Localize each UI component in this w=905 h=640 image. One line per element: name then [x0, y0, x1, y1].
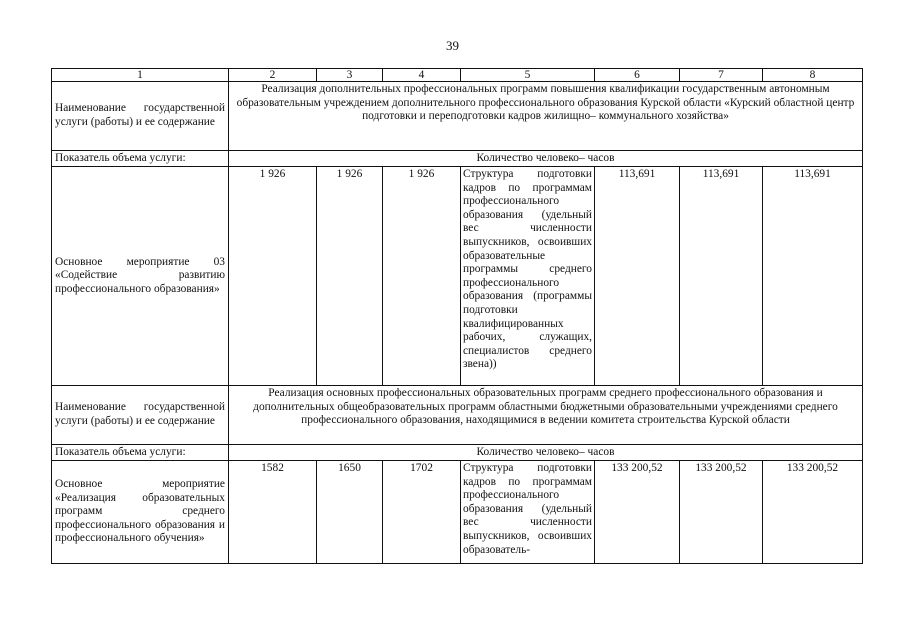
value-col-8: 113,691 [763, 167, 863, 386]
service-name-label: Наименование государственной услуги (работы) и ее содержание [52, 386, 229, 445]
service-name-label: Наименование государственной услуги (работы) и ее содержание [52, 82, 229, 151]
indicator-row [52, 445, 863, 461]
activity-row [52, 461, 863, 564]
value-col-6: 133 200,52 [595, 461, 680, 564]
column-number: 3 [317, 69, 383, 82]
value-col-6: 113,691 [595, 167, 680, 386]
activity-name: Основное мероприятие 03 «Содействие развитию профессионального образования» [52, 167, 229, 386]
indicator-label: Показатель объема услуги: [52, 151, 229, 167]
column-number: 2 [229, 69, 317, 82]
indicator-row [52, 151, 863, 167]
service-name-row [52, 386, 863, 445]
activity-row [52, 167, 863, 386]
column-number: 4 [383, 69, 461, 82]
value-col-4: 1 926 [383, 167, 461, 386]
value-col-4: 1702 [383, 461, 461, 564]
column-number: 8 [763, 69, 863, 82]
service-name-value: Реализация дополнительных профессиональных программ повышения квалификации государственным автономным образовательным учреждением дополнительного профессионального образования Курской области «Курский областной центр подготовки и переподготовки кадров жилищно– коммунального хозяйства» [229, 82, 863, 151]
activity-name: Основное мероприятие «Реализация образовательных программ среднего профессионального образования и профессионального обучения» [52, 461, 229, 564]
indicator-description: Структура подготовки кадров по программам профессионального образования (удельный вес численности выпускников, освоивших образовательные программы среднего профессионального образования (программы подготовки квалифицированных рабочих, служащих, специалистов среднего звена)) [461, 167, 595, 386]
value-col-3: 1650 [317, 461, 383, 564]
value-col-2: 1582 [229, 461, 317, 564]
column-number: 7 [680, 69, 763, 82]
service-name-value: Реализация основных профессиональных образовательных программ среднего профессионального образования и дополнительных общеобразовательных программ областными бюджетными образовательными учреждениями среднего профессионального образования, находящимися в ведении комитета строительства Курской области [229, 386, 863, 445]
page-number: 39 [446, 38, 459, 53]
indicator-value: Количество человеко– часов [229, 445, 863, 461]
program-table [51, 68, 863, 564]
column-number: 1 [52, 69, 229, 82]
value-col-2: 1 926 [229, 167, 317, 386]
column-number: 5 [461, 69, 595, 82]
column-number: 6 [595, 69, 680, 82]
value-col-7: 133 200,52 [680, 461, 763, 564]
indicator-label: Показатель объема услуги: [52, 445, 229, 461]
service-name-row [52, 82, 863, 151]
value-col-7: 113,691 [680, 167, 763, 386]
indicator-value: Количество человеко– часов [229, 151, 863, 167]
column-number-row [52, 69, 863, 82]
value-col-3: 1 926 [317, 167, 383, 386]
indicator-description: Структура подготовки кадров по программам профессионального образования (удельный вес численности выпускников, освоивших образователь- [461, 461, 595, 564]
value-col-8: 133 200,52 [763, 461, 863, 564]
